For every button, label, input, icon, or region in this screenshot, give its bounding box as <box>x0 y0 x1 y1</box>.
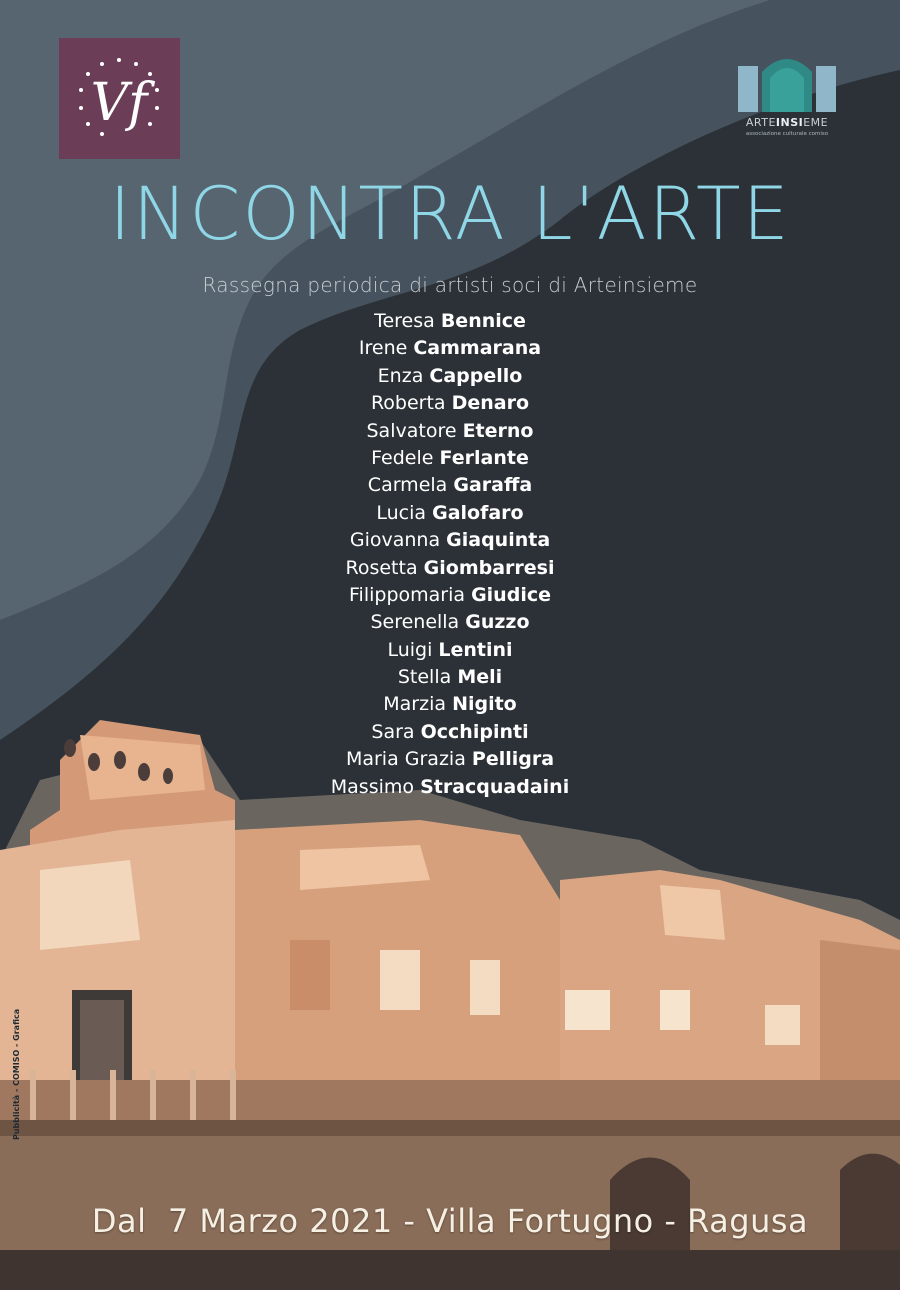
window <box>565 990 610 1030</box>
window <box>470 960 500 1015</box>
artist-name: Sara Occhipinti <box>371 720 529 743</box>
window <box>765 1005 800 1045</box>
designer-credit <box>12 1008 24 1140</box>
artist-name: Massimo Stracquadaini <box>330 775 570 798</box>
artist-name: Carmela Garaffa <box>367 474 533 497</box>
event-date-location: Dal 7 Marzo 2021 - Villa Fortugno - Ragusa <box>91 1202 809 1240</box>
artist-name: Maria Grazia Pelligra <box>345 748 555 771</box>
artist-name: Irene Cammarana <box>358 337 542 360</box>
vf-logo <box>59 38 180 159</box>
artist-name: Stella Meli <box>397 666 503 689</box>
arteinsieme-wordmark: ARTEINSIEME <box>745 116 829 129</box>
building-left-bright <box>40 860 140 950</box>
artist-name: Serenella Guzzo <box>370 611 530 634</box>
arteinsieme-tagline: associazione culturale comiso <box>745 131 829 137</box>
artist-name: Salvatore Eterno <box>366 419 534 442</box>
window <box>660 990 690 1030</box>
balustrade <box>0 1080 900 1120</box>
window <box>380 950 420 1010</box>
designer-credit-text: Pubblicità - COMISO - Grafica <box>12 1008 21 1140</box>
artist-name: Fedele Ferlante <box>371 446 529 469</box>
vf-monogram-icon <box>59 38 180 159</box>
lower-wall-top <box>0 1120 900 1136</box>
artist-list <box>0 308 900 801</box>
artist-name: Enza Cappello <box>377 364 523 387</box>
poster-title: INCONTRA L'ARTE <box>109 172 791 257</box>
artist-name: Giovanna Giaquinta <box>349 529 551 552</box>
arteinsieme-logo <box>732 52 842 147</box>
artist-name: Teresa Bennice <box>374 310 526 332</box>
svg-text:Vf: Vf <box>90 73 148 133</box>
artist-name: Filippomaria Giudice <box>349 583 551 606</box>
artist-name: Luigi Lentini <box>387 638 513 661</box>
poster-subtitle: Rassegna periodica di artisti soci di Arteinsieme <box>202 273 698 297</box>
artist-name: Rosetta Giombarresi <box>345 556 555 579</box>
window <box>80 1000 124 1090</box>
artist-name: Lucia Galofaro <box>376 501 524 524</box>
arch-columns-icon <box>732 52 842 114</box>
window <box>290 940 330 1010</box>
building-far-right <box>820 940 900 1090</box>
building-right-light <box>660 885 725 940</box>
artist-name: Roberta Denaro <box>370 392 530 415</box>
artist-name: Marzia Nigito <box>383 693 517 716</box>
ground-shadow <box>0 1250 900 1290</box>
